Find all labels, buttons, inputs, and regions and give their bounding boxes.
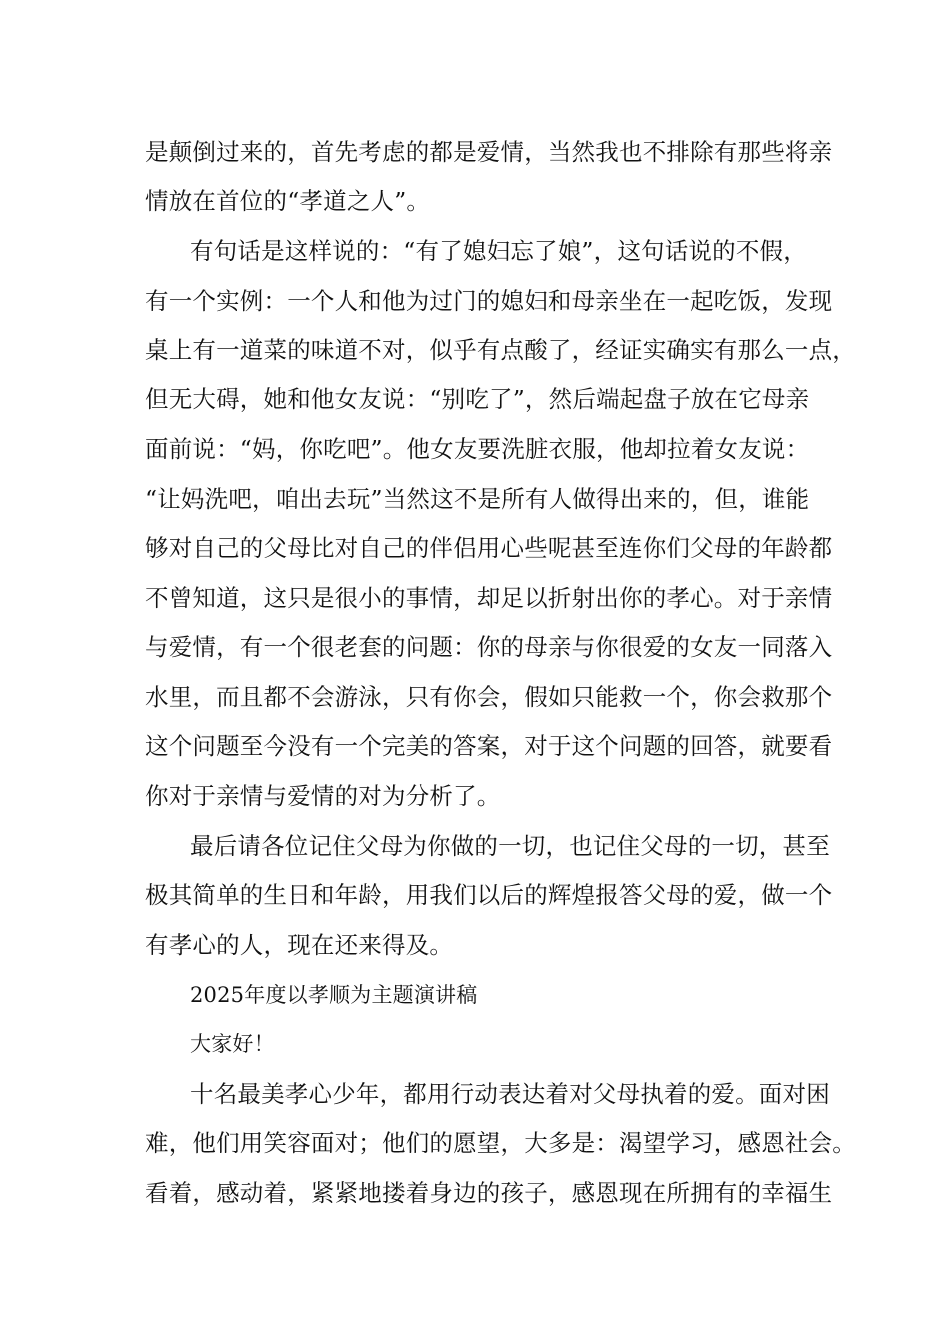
text-line: 但无大碍，她和他女友说：“别吃了”，然后端起盘子放在它母亲 <box>145 385 810 413</box>
paragraph-start-line: 最后请各位记住父母为你做的一切，也记住父母的一切，甚至 <box>190 832 830 860</box>
paragraph-start-line: 十名最美孝心少年，都用行动表达着对父母执着的爱。面对困 <box>190 1080 830 1108</box>
text-line: 你对于亲情与爱情的对为分析了。 <box>145 782 501 810</box>
text-line: 桌上有一道菜的味道不对，似乎有点酸了，经证实确实有那么一点， <box>145 336 856 364</box>
text-line: 与爱情，有一个很老套的问题：你的母亲与你很爱的女友一同落入 <box>145 633 833 661</box>
text-line: 是颠倒过来的，首先考虑的都是爱情，当然我也不排除有那些将亲 <box>145 138 833 166</box>
text-line: 面前说：“妈，你吃吧”。他女友要洗脏衣服，他却拉着女友说： <box>145 435 810 463</box>
text-line: “让妈洗吧，咱出去玩”当然这不是所有人做得出来的，但，谁能 <box>145 485 810 513</box>
text-line: 有孝心的人，现在还来得及。 <box>145 931 454 959</box>
text-line: 难，他们用笑容面对；他们的愿望，大多是：渴望学习，感恩社会。 <box>145 1129 856 1157</box>
greeting-line: 大家好！ <box>190 1032 275 1056</box>
paragraph-start-line: 有句话是这样说的：“有了媳妇忘了娘”，这句话说的不假， <box>190 237 807 265</box>
text-line: 水里，而且都不会游泳，只有你会，假如只能救一个，你会救那个 <box>145 683 833 711</box>
speech-title: 2025年度以孝顺为主题演讲稿 <box>190 983 478 1007</box>
text-line: 情放在首位的“孝道之人”。 <box>145 187 431 215</box>
text-line: 不曾知道，这只是很小的事情，却足以折射出你的孝心。对于亲情 <box>145 584 833 612</box>
text-line: 有一个实例：一个人和他为过门的媳妇和母亲坐在一起吃饭，发现 <box>145 287 833 315</box>
text-line: 这个问题至今没有一个完美的答案，对于这个问题的回答，就要看 <box>145 732 833 760</box>
text-line: 够对自己的父母比对自己的伴侣用心些呢甚至连你们父母的年龄都 <box>145 534 833 562</box>
text-line: 极其简单的生日和年龄，用我们以后的辉煌报答父母的爱，做一个 <box>145 881 833 909</box>
text-line: 看着，感动着，紧紧地搂着身边的孩子，感恩现在所拥有的幸福生 <box>145 1179 833 1207</box>
